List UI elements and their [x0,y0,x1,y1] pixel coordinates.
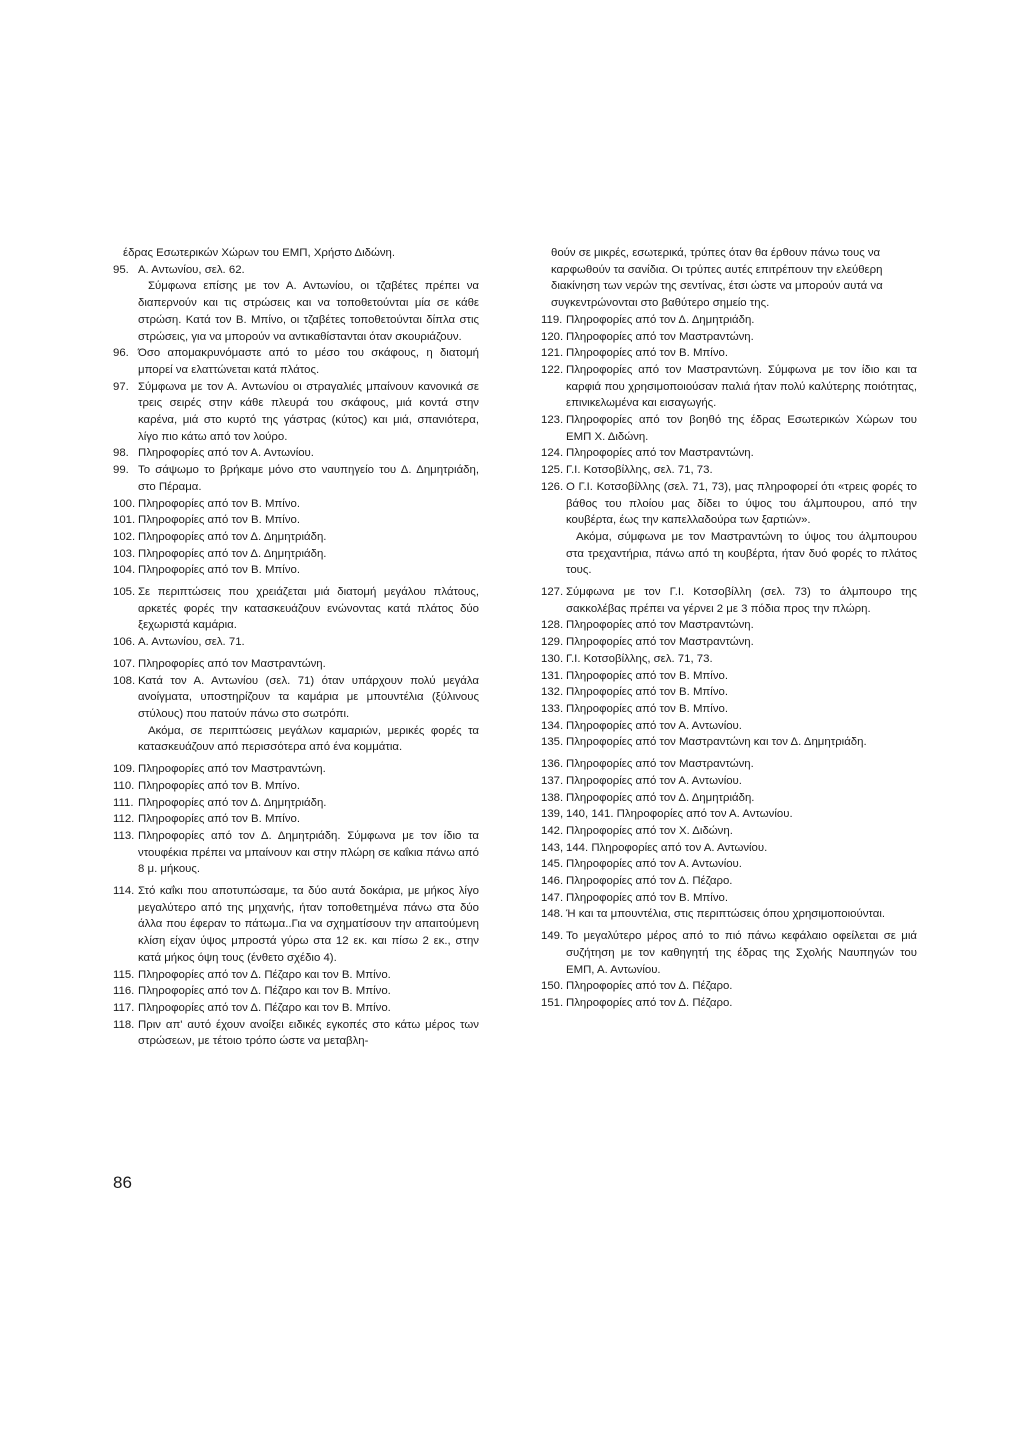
footnote-number: 143, [541,841,564,854]
footnote-item [541,345,917,362]
footnote-item [113,262,479,346]
footnote-item [541,668,917,685]
footnote-text: Ή και τα μπουντέλια, στις περιπτώσεις όπου χρησιμοποιούνται. [566,908,886,921]
footnote-item [113,656,479,673]
footnote-item [541,617,917,634]
footnote-item [113,496,479,513]
footnote-text: Πληροφορίες από τον Χ. Διδώνη. [566,824,733,837]
footnote-text: Πληροφορίες από τον Β. Μπίνο. [566,891,729,904]
footnote-item [113,967,479,984]
footnote-item [541,873,917,890]
footnote-text: Πληροφορίες από τον Β. Μπίνο. [138,514,301,527]
footnote-number: 113. [113,829,135,842]
footnote-item [541,329,917,346]
footnote-text: Πληροφορίες από τον Μαστραντώνη. [566,330,754,343]
footnote-number: 135. [541,736,564,749]
footnote-number: 145. [541,858,564,871]
footnote-number: 123. [541,414,564,427]
footnote-number: 150. [541,980,564,993]
footnote-number: 131. [541,669,564,682]
footnote-text: Πληροφορίες από τον Δ. Πέζαρο. [566,980,733,993]
right-notes-column [541,245,917,1012]
footnote-text: Πληροφορίες από τον Δ. Δημητριάδη. [566,313,755,326]
footnote-text: Γ.Ι. Κοτσοβίλλης, σελ. 71, 73. [566,464,713,477]
footnote-item [113,811,479,828]
footnote-text: Πληροφορίες από τον Α. Αντωνίου. [566,719,742,732]
footnote-item [541,978,917,995]
footnote-item [113,345,479,378]
footnote-text: Πληροφορίες από τον Μαστραντώνη και τον Δ. Δημητριάδη. [566,736,867,749]
footnote-text: Σύμφωνα με τον Γ.Ι. Κοτσοβίλλη (σελ. 73) το άλμπουρο της σακκολέβας πρέπει να γέρνει 2 με 3 πόδια προς την πλώρη. [566,586,917,615]
footnote-text: Πληροφορίες από τον Δ. Πέζαρο. [566,875,733,888]
footnote-number: 126. [541,480,564,493]
footnote-item [541,362,917,412]
footnote-number: 97. [113,380,129,393]
footnote-number: 128. [541,619,564,632]
footnote-item [113,761,479,778]
footnote-item [541,995,917,1012]
footnote-number: 127. [541,586,564,599]
footnote-item [113,462,479,495]
footnote-number: 99. [113,464,129,477]
footnote-item [541,462,917,479]
footnote-number: 107. [113,657,136,670]
footnote-number: 139, [541,808,564,821]
footnote-number: 95. [113,263,129,276]
footnote-text: Ο Γ.Ι. Κοτσοβίλλης (σελ. 71, 73), μας πληροφορεί ότι «τρεις φορές το βάθος του πλοίου μας δίδει το ύψος του άλμπουρου, από την κουβέρτα, έως την καπελλαδούρα των ξαρτιών». [566,480,917,527]
footnote-item [541,756,917,773]
footnote-text: Πληροφορίες από τον Β. Μπίνο. [566,702,729,715]
footnote-text: Πριν απ' αυτό έχουν ανοίξει ειδικές εγκοπές στο κάτω μέρος των στρώσεων, με τέτοιο τρόπο ώστε να μεταβλη- [138,1018,479,1048]
footnote-item [541,479,917,579]
footnote-number: 118. [113,1018,135,1031]
footnote-item [113,1000,479,1017]
footnote-text: Πληροφορίες από τον Α. Αντωνίου. [566,774,742,787]
footnote-text: Ακόμα, σύμφωνα με τον Μαστραντώνη το ύψος του άλμπουρου στα τρεχαντήρια, πάνω από τη κουβέρτα, ήταν δυό φορές το πλάτος τους. [566,530,917,577]
footnote-text: Πληροφορίες από τον Β. Μπίνο. [566,686,729,699]
footnote-item [541,312,917,329]
footnote-item [541,890,917,907]
footnote-text: Α. Αντωνίου, σελ. 71. [138,636,245,649]
footnote-item [113,546,479,563]
footnote-text: Σε περιπτώσεις που χρειάζεται μιά διατομή μεγάλου πλάτους, αρκετές φορές την κατασκευάζουν ενώνοντας κατά πλάτος δύο ξεχωριστά καμάρια. [138,586,479,632]
footnote-text: Πληροφορίες από τον Μαστραντώνη. [138,763,326,776]
footnote-text: Γ.Ι. Κοτσοβίλλης, σελ. 71, 73. [566,652,713,665]
footnote-text: Πληροφορίες από τον Δ. Πέζαρο και τον Β. Μπίνο. [138,968,391,981]
footnote-item [113,1017,479,1050]
footnote-item [113,562,479,579]
footnote-number: 105. [113,586,136,599]
footnote-number: 116. [113,985,135,998]
footnote-text: Πληροφορίες από τον Μαστραντώνη. Σύμφωνα με τον ίδιο και τα καρφιά που χρησιμοποιούσαν παλιά ήταν πολύ καλύτερης ποιότητας, επινικελωμένα και εισαγωγής. [566,363,917,410]
footnote-number: 134. [541,719,564,732]
footnote-item [541,840,917,857]
footnote-item [541,684,917,701]
footnote-item [541,445,917,462]
footnote-item [113,584,479,634]
footnote-text: Πληροφορίες από τον Β. Μπίνο. [566,669,729,682]
footnote-item [113,445,479,462]
footnote-number: 125. [541,464,564,477]
footnote-item [113,778,479,795]
footnote-item [541,651,917,668]
footnote-item [113,673,479,757]
footnote-text: Στό καΐκι που αποτυπώσαμε, τα δύο αυτά δοκάρια, με μήκος λίγο μεγαλύτερο από της μηχανής, ήταν τοποθετημένα πάνω στα δύο άλλα που έφεραν το πάτωμα..Για να σχηματίσουν την απαιτούμενη κλίση είχαν ύψος μπροστά γύρω στα 12 εκ. και πίσω 2 εκ., στην κατά μήκος όψη τους (ένθετο σχέδιο 4). [138,885,479,964]
footnote-text: Πληροφορίες από τον Δ. Δημητριάδη. Σύμφωνα με τον ίδιο τα ντουφέκια πρέπει να μπαίνουν και στην πλώρη σε καΐκια πάνω από 8 μ. μήκους. [138,829,479,876]
footnote-item [541,773,917,790]
footnote-item [113,379,479,446]
footnote-number: 148. [541,908,564,921]
footnote-text: Πληροφορίες από τον Β. Μπίνο. [566,347,729,360]
footnote-item [113,512,479,529]
footnote-number: 120. [541,330,564,343]
footnote-text: Πληροφορίες από τον Δ. Δημητριάδη. [138,530,327,543]
footnote-text: Ακόμα, σε περιπτώσεις μεγάλων καμαριών, μερικές φορές τα κατασκευάζουν από περισσότερα από ένα κομμάτια. [138,724,479,754]
footnote-number: 142. [541,824,564,837]
footnote-item [541,734,917,751]
footnote-text: Σύμφωνα με τον Α. Αντωνίου οι στραγαλιές μπαίνουν κανονικά σε τρεις σειρές στην κάθε πλευρά του σκάφους, μιά κοντά στην καρένα, μιά στο κυρτό της γάστρας (κύτος) και μιά, σπανιότερα, λίγο πιο κάτω από τον λούρο. [138,380,479,443]
footnote-item [541,856,917,873]
footnote-number: 112. [113,813,135,826]
footnote-text: Α. Αντωνίου, σελ. 62. [138,263,245,276]
footnote-number: 117. [113,1001,135,1014]
footnote-number: 114. [113,885,135,898]
footnote-item [541,701,917,718]
footnote-text: Πληροφορίες από τον Β. Μπίνο. [138,779,301,792]
footnote-text: Πληροφορίες από τον Δ. Δημητριάδη. [138,796,327,809]
footnote-item [541,790,917,807]
footnote-item [541,412,917,445]
footnote-text: Σύμφωνα επίσης με τον Α. Αντωνίου, οι τζαβέτες πρέπει να διαπερνούν και τις στρώσεις και να τοποθετούνται μία σε κάθε στρώση. Κατά τον Β. Μπίνο, οι τζαβέτες τοποθετούνται δίπλα στις στρώσεις, για να μπορούν να αντικαθίστανται όταν σκουριάζουν. [138,280,479,343]
footnote-text: 140, 141. Πληροφορίες από τον Α. Αντωνίου. [566,808,793,821]
footnote-number: 98. [113,447,129,460]
page-number: 86 [113,1173,132,1192]
footnote-text: Πληροφορίες από τον Δ. Δημητριάδη. [138,547,327,560]
footnote-text: Πληροφορίες από τον Μαστραντώνη. [138,657,326,670]
footnote-text: Πληροφορίες από τον Β. Μπίνο. [138,497,301,510]
footnote-text: Πληροφορίες από τον Δ. Πέζαρο και τον Β. Μπίνο. [138,1001,391,1014]
footnote-text: Πληροφορίες από τον Μαστραντώνη. [566,447,754,460]
footnote-item [541,584,917,617]
footnote-text: Πληροφορίες από τον Δ. Πέζαρο και τον Β. Μπίνο. [138,985,391,998]
footnote-number: 132. [541,686,564,699]
left-continuation-text: έδρας Εσωτερικών Χώρων του ΕΜΠ, Χρήστο Διδώνη. [123,247,396,259]
footnote-item [113,634,479,651]
footnote-text: Πληροφορίες από τον βοηθό της έδρας Εσωτερικών Χώρων του ΕΜΠ Χ. Διδώνη. [566,414,917,443]
footnote-number: 119. [541,313,563,326]
footnote-text: Όσο απομακρυνόμαστε από το μέσο του σκάφους, η διατομή μπορεί να ελαττώνεται κατά πλάτος. [138,347,479,376]
footnote-text: Πληροφορίες από τον Β. Μπίνο. [138,564,301,577]
footnote-text: Πληροφορίες από τον Δ. Πέζαρο. [566,996,733,1009]
footnote-number: 129. [541,636,564,649]
footnote-item [541,823,917,840]
footnote-item [541,928,917,978]
footnote-text: Πληροφορίες από τον Μαστραντώνη. [566,636,754,649]
footnote-item [541,806,917,823]
footnote-number: 101. [113,514,136,527]
footnote-number: 138. [541,791,564,804]
footnote-text: Πληροφορίες από τον Μαστραντώνη. [566,758,754,771]
footnote-number: 147. [541,891,564,904]
footnote-number: 137. [541,774,564,787]
footnote-number: 108. [113,674,136,687]
footnote-text: Το μεγαλύτερο μέρος από το πιό πάνω κεφάλαιο οφείλεται σε μιά συζήτηση με τον καθηγητή της έδρας της Σχολής Ναυπηγών του ΕΜΠ, Α. Αντωνίου. [566,930,917,976]
footnote-number: 151. [541,996,564,1009]
footnote-number: 122. [541,363,564,376]
footnote-item [541,634,917,651]
footnote-text: Πληροφορίες από τον Μαστραντώνη. [566,619,754,632]
footnote-item [541,906,917,923]
footnote-number: 136. [541,758,564,771]
footnote-text: Πληροφορίες από τον Β. Μπίνο. [138,813,301,826]
footnote-item [113,795,479,812]
footnote-number: 110. [113,779,135,792]
left-notes-column [113,245,479,1050]
footnote-number: 109. [113,763,136,776]
footnote-number: 102. [113,530,136,543]
footnote-text: Το σάψωμο το βρήκαμε μόνο στο ναυπηγείο του Δ. Δημητριάδη, στο Πέραμα. [138,464,479,493]
footnote-item [113,828,479,878]
footnote-number: 96. [113,347,129,360]
footnote-number: 100. [113,497,136,510]
footnote-number: 133. [541,702,564,715]
footnote-text: Πληροφορίες από τον Δ. Δημητριάδη. [566,791,755,804]
footnote-number: 106. [113,636,136,649]
footnote-number: 124. [541,447,564,460]
footnote-number: 104. [113,564,136,577]
footnote-number: 149. [541,930,564,943]
right-continuation-text: θούν σε μικρές, εσωτερικά, τρύπες όταν θα έρθουν πάνω τους να καρφωθούν τα σανίδια. Οι τρύπες αυτές επιτρέπουν την ελεύθερη διακίνηση των νερών της σεντίνας, έτσι ώστε να μπορούν αυτά να συγκεντρώνονται στο βαθύτερο σημείο της. [551,247,883,310]
footnote-item [113,529,479,546]
footnote-number: 146. [541,875,564,888]
footnote-text: Κατά τον Α. Αντωνίου (σελ. 71) όταν υπάρχουν πολύ μεγάλα ανοίγματα, υποστηρίζουν τα καμάρια με μπουντέλια (ξύλινους στύλους) που πατούν πάνω στο σωτρόπι. [138,674,479,720]
footnote-number: 103. [113,547,136,560]
footnote-text: Πληροφορίες από τον Α. Αντωνίου. [138,447,314,460]
footnote-text: 144. Πληροφορίες από τον Α. Αντωνίου. [566,841,768,854]
footnote-number: 121. [541,347,564,360]
footnote-item [541,718,917,735]
footnote-text: Πληροφορίες από τον Α. Αντωνίου. [566,858,742,871]
footnote-item [113,983,479,1000]
footnote-number: 115. [113,968,135,981]
footnote-number: 130. [541,652,564,665]
footnote-item [113,883,479,967]
footnote-number: 111. [113,796,134,809]
